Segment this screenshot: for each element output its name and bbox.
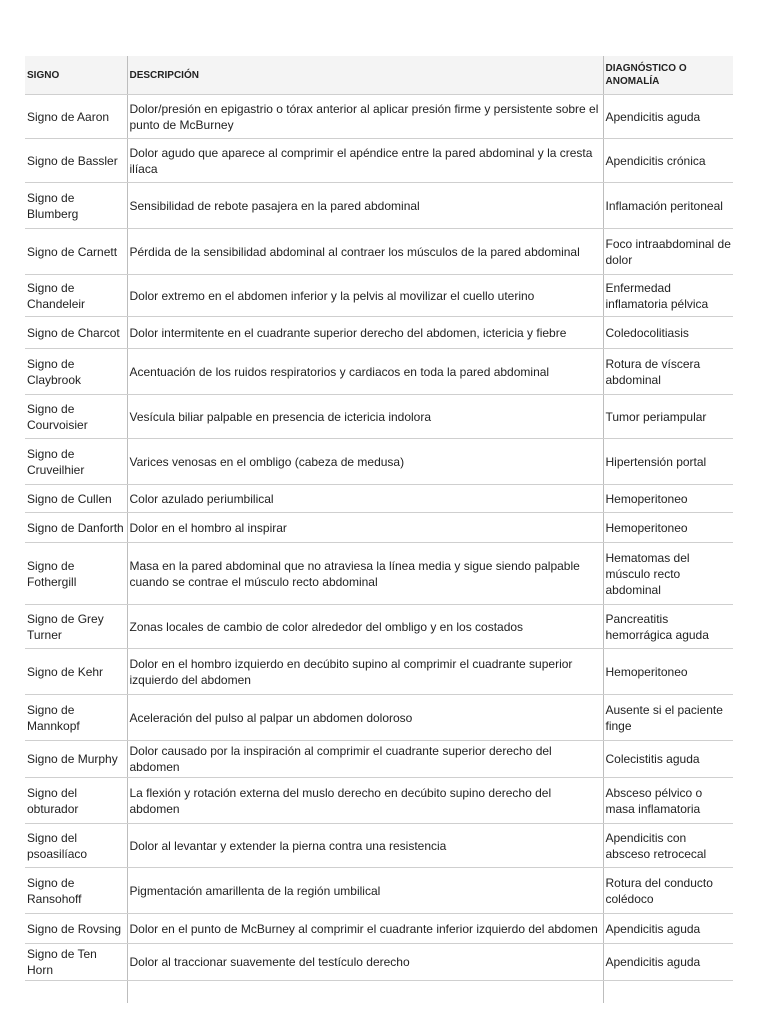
cell-descripcion: Dolor en el hombro al inspirar [127, 513, 603, 543]
cell-diagnostico: Tumor periampular [603, 395, 733, 439]
cell-signo: Signo de Danforth [25, 513, 127, 543]
cell-descripcion: Acentuación de los ruidos respiratorios y cardiacos en toda la pared abdominal [127, 349, 603, 395]
cell-diagnostico: Hemoperitoneo [603, 513, 733, 543]
cell-diagnostico: Apendicitis aguda [603, 914, 733, 944]
cell-diagnostico: Rotura de víscera abdominal [603, 349, 733, 395]
cell-descripcion: Pigmentación amarillenta de la región umbilical [127, 868, 603, 914]
cell-diagnostico: Hematomas del músculo recto abdominal [603, 543, 733, 605]
cell-signo: Signo de Carnett [25, 229, 127, 275]
table-row [25, 741, 733, 778]
cell-signo: Signo de Ten Horn [25, 944, 127, 981]
cell-signo: Signo de Courvoisier [25, 395, 127, 439]
table-row [25, 649, 733, 695]
cell-diagnostico: Pancreatitis hemorrágica aguda [603, 605, 733, 649]
cell-descripcion: Varices venosas en el ombligo (cabeza de medusa) [127, 439, 603, 485]
cell-diagnostico: Apendicitis con absceso retrocecal [603, 824, 733, 868]
cell-diagnostico: Inflamación peritoneal [603, 183, 733, 229]
table-row [25, 439, 733, 485]
cell-diagnostico: Coledocolitiasis [603, 317, 733, 349]
cell-signo: Signo de Mannkopf [25, 695, 127, 741]
tail-cell-3 [603, 981, 733, 1003]
cell-diagnostico: Apendicitis crónica [603, 139, 733, 183]
cell-signo: Signo de Aaron [25, 95, 127, 139]
table-row [25, 95, 733, 139]
cell-descripcion: Dolor intermitente en el cuadrante superior derecho del abdomen, ictericia y fiebre [127, 317, 603, 349]
cell-descripcion: Sensibilidad de rebote pasajera en la pared abdominal [127, 183, 603, 229]
cell-descripcion: Dolor al levantar y extender la pierna contra una resistencia [127, 824, 603, 868]
cell-diagnostico: Hemoperitoneo [603, 485, 733, 513]
tail-cell-2 [127, 981, 603, 1003]
table-row [25, 183, 733, 229]
cell-descripcion: Aceleración del pulso al palpar un abdomen doloroso [127, 695, 603, 741]
cell-descripcion: Vesícula biliar palpable en presencia de ictericia indolora [127, 395, 603, 439]
table-tail-lines [25, 981, 733, 1003]
cell-diagnostico: Apendicitis aguda [603, 944, 733, 981]
cell-diagnostico: Ausente si el paciente finge [603, 695, 733, 741]
table-row [25, 395, 733, 439]
cell-signo: Signo de Kehr [25, 649, 127, 695]
cell-signo: Signo de Claybrook [25, 349, 127, 395]
table-row [25, 868, 733, 914]
cell-diagnostico: Hemoperitoneo [603, 649, 733, 695]
table-row [25, 778, 733, 824]
table-row [25, 605, 733, 649]
cell-signo: Signo de Rovsing [25, 914, 127, 944]
cell-signo: Signo de Cullen [25, 485, 127, 513]
cell-signo: Signo de Charcot [25, 317, 127, 349]
cell-signo: Signo de Cruveilhier [25, 439, 127, 485]
table-row [25, 513, 733, 543]
cell-signo: Signo de Grey Turner [25, 605, 127, 649]
cell-diagnostico: Foco intraabdominal de dolor [603, 229, 733, 275]
cell-signo: Signo de Chandeleir [25, 275, 127, 317]
table-row [25, 139, 733, 183]
cell-descripcion: Zonas locales de cambio de color alrededor del ombligo y en los costados [127, 605, 603, 649]
table-row [25, 824, 733, 868]
cell-diagnostico: Rotura del conducto colédoco [603, 868, 733, 914]
table-row [25, 275, 733, 317]
cell-descripcion: La flexión y rotación externa del muslo derecho en decúbito supino derecho del abdomen [127, 778, 603, 824]
table-row [25, 229, 733, 275]
table-row [25, 914, 733, 944]
table-row [25, 349, 733, 395]
cell-signo: Signo del obturador [25, 778, 127, 824]
cell-descripcion: Dolor causado por la inspiración al comprimir el cuadrante superior derecho del abdomen [127, 741, 603, 778]
cell-signo: Signo de Blumberg [25, 183, 127, 229]
header-diagnostico: DIAGNÓSTICO O ANOMALÍA [603, 56, 733, 95]
table-row [25, 317, 733, 349]
cell-descripcion: Dolor agudo que aparece al comprimir el apéndice entre la pared abdominal y la cresta ilíaca [127, 139, 603, 183]
cell-descripcion: Dolor/presión en epigastrio o tórax anterior al aplicar presión firme y persistente sobre el punto de McBurney [127, 95, 603, 139]
tail-cell-1 [25, 981, 127, 1003]
cell-signo: Signo del psoasilíaco [25, 824, 127, 868]
cell-signo: Signo de Fothergill [25, 543, 127, 605]
cell-diagnostico: Hipertensión portal [603, 439, 733, 485]
table-row [25, 944, 733, 981]
table-row [25, 485, 733, 513]
cell-diagnostico: Enfermedad inflamatoria pélvica [603, 275, 733, 317]
table-body [25, 95, 733, 981]
cell-descripcion: Masa en la pared abdominal que no atraviesa la línea media y sigue siendo palpable cuando se contrae el músculo recto abdominal [127, 543, 603, 605]
header-signo: SIGNO [25, 56, 127, 95]
cell-descripcion: Dolor en el punto de McBurney al comprimir el cuadrante inferior izquierdo del abdomen [127, 914, 603, 944]
cell-descripcion: Pérdida de la sensibilidad abdominal al contraer los músculos de la pared abdominal [127, 229, 603, 275]
header-row [25, 56, 733, 95]
document-page [25, 56, 733, 1003]
cell-diagnostico: Colecistitis aguda [603, 741, 733, 778]
cell-diagnostico: Apendicitis aguda [603, 95, 733, 139]
cell-diagnostico: Absceso pélvico o masa inflamatoria [603, 778, 733, 824]
cell-descripcion: Color azulado periumbilical [127, 485, 603, 513]
table-row [25, 543, 733, 605]
cell-descripcion: Dolor en el hombro izquierdo en decúbito supino al comprimir el cuadrante superior izquierdo del abdomen [127, 649, 603, 695]
cell-signo: Signo de Ransohoff [25, 868, 127, 914]
cell-descripcion: Dolor al traccionar suavemente del testículo derecho [127, 944, 603, 981]
cell-signo: Signo de Bassler [25, 139, 127, 183]
signs-table [25, 56, 733, 981]
cell-signo: Signo de Murphy [25, 741, 127, 778]
table-row [25, 695, 733, 741]
cell-descripcion: Dolor extremo en el abdomen inferior y la pelvis al movilizar el cuello uterino [127, 275, 603, 317]
table-header [25, 56, 733, 95]
header-descripcion: DESCRIPCIÓN [127, 56, 603, 95]
